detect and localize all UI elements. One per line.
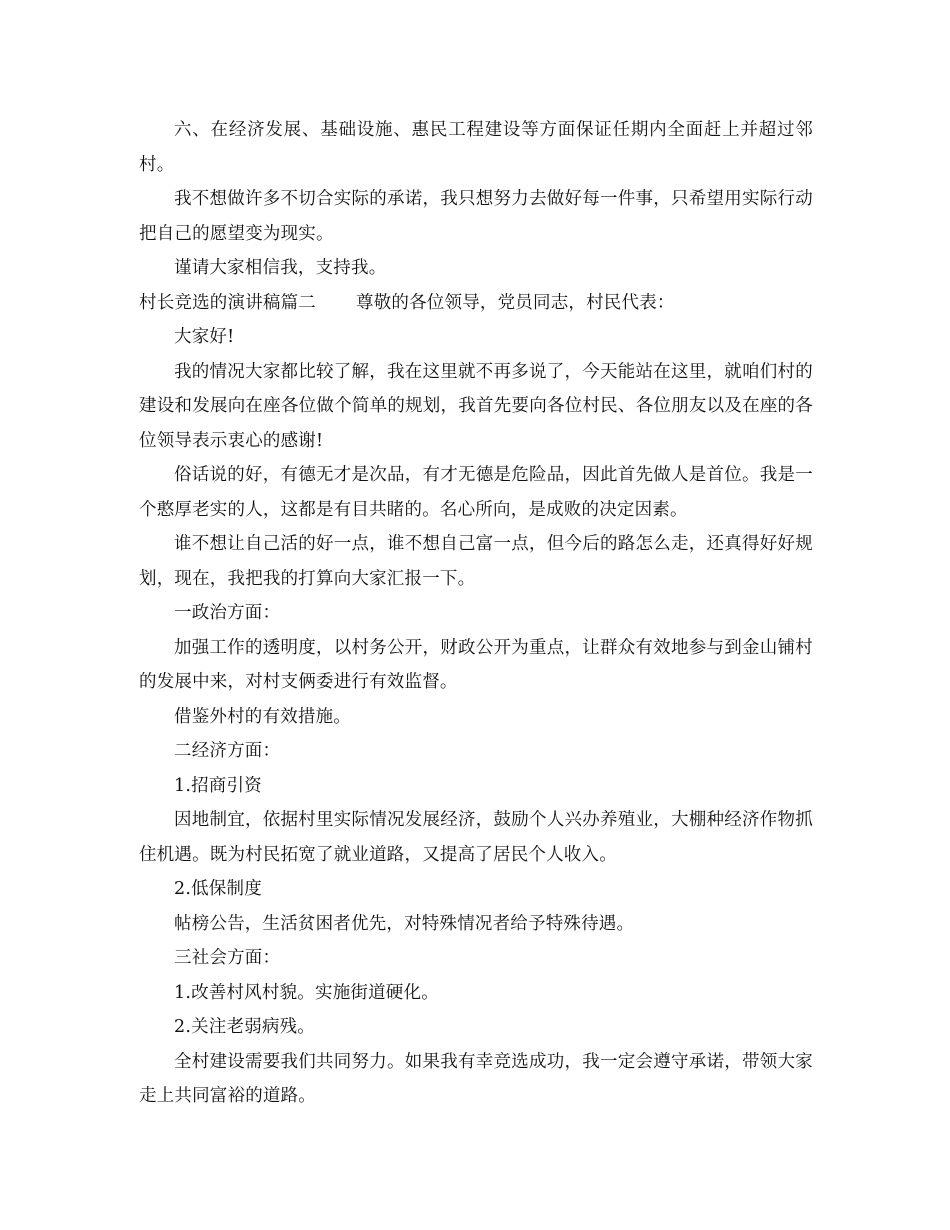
section-heading	[139, 286, 813, 321]
paragraph-notice: 帖榜公告，生活贫困者优先，对特殊情况者给予特殊待遇。	[174, 913, 635, 934]
subheading-economy: 二经济方面：	[174, 741, 281, 761]
list-item-care: 2.关注老弱病残。	[174, 1017, 315, 1037]
paragraph-greeting: 大家好!	[174, 327, 235, 347]
list-item-village-appearance: 1.改善村风村貌。实施街道硬化。	[174, 982, 439, 1003]
paragraph-promise: 我不想做许多不切合实际的承诺，我只想努力去做好每一件事，只希望用实际行动把自己的愿望变为现实。	[139, 189, 813, 244]
list-item-investment: 1.招商引资	[174, 775, 262, 796]
paragraph-measures: 借鉴外村的有效措施。	[174, 706, 351, 727]
section-title: 村长竞选的演讲稿篇二	[139, 292, 316, 313]
document-body	[139, 113, 813, 1114]
paragraph-local-economy: 因地制宜，依据村里实际情况发展经济，鼓励个人兴办养殖业，大棚种经济作物抓住机遇。既为村民拓宽了就业道路，又提高了居民个人收入。	[139, 810, 813, 865]
paragraph-character: 俗话说的好，有德无才是次品，有才无德是危险品，因此首先做人是首位。我是一个憨厚老实的人，这都是有目共睹的。名心所向，是成败的决定因素。	[139, 465, 813, 520]
paragraph-introduction: 我的情况大家都比较了解，我在这里就不再多说了，今天能站在这里，就咱们村的建设和发展向在座各位做个简单的规划，我首先要向各位村民、各位朋友以及在座的各位领导表示衷心的感谢!	[139, 361, 813, 451]
paragraph-support: 谨请大家相信我，支持我。	[174, 258, 387, 278]
section-salutation: 尊敬的各位领导，党员同志，村民代表：	[356, 292, 675, 313]
paragraph-planning: 谁不想让自己活的好一点，谁不想自己富一点，但今后的路怎么走，还真得好好规划，现在，我把我的打算向大家汇报一下。	[139, 534, 813, 589]
list-item-welfare: 2.低保制度	[174, 879, 262, 899]
subheading-politics: 一政治方面：	[174, 603, 281, 623]
subheading-society: 三社会方面：	[174, 948, 281, 968]
paragraph-transparency: 加强工作的透明度，以村务公开，财政公开为重点，让群众有效地参与到金山铺村的发展中来，对村支俩委进行有效监督。	[139, 637, 813, 692]
paragraph-neighbor-village: 六、在经济发展、基础设施、惠民工程建设等方面保证任期内全面赶上并超过邻村。	[139, 120, 813, 175]
paragraph-closing: 全村建设需要我们共同努力。如果我有幸竞选成功，我一定会遵守承诺，带领大家走上共同富裕的道路。	[139, 1051, 813, 1106]
